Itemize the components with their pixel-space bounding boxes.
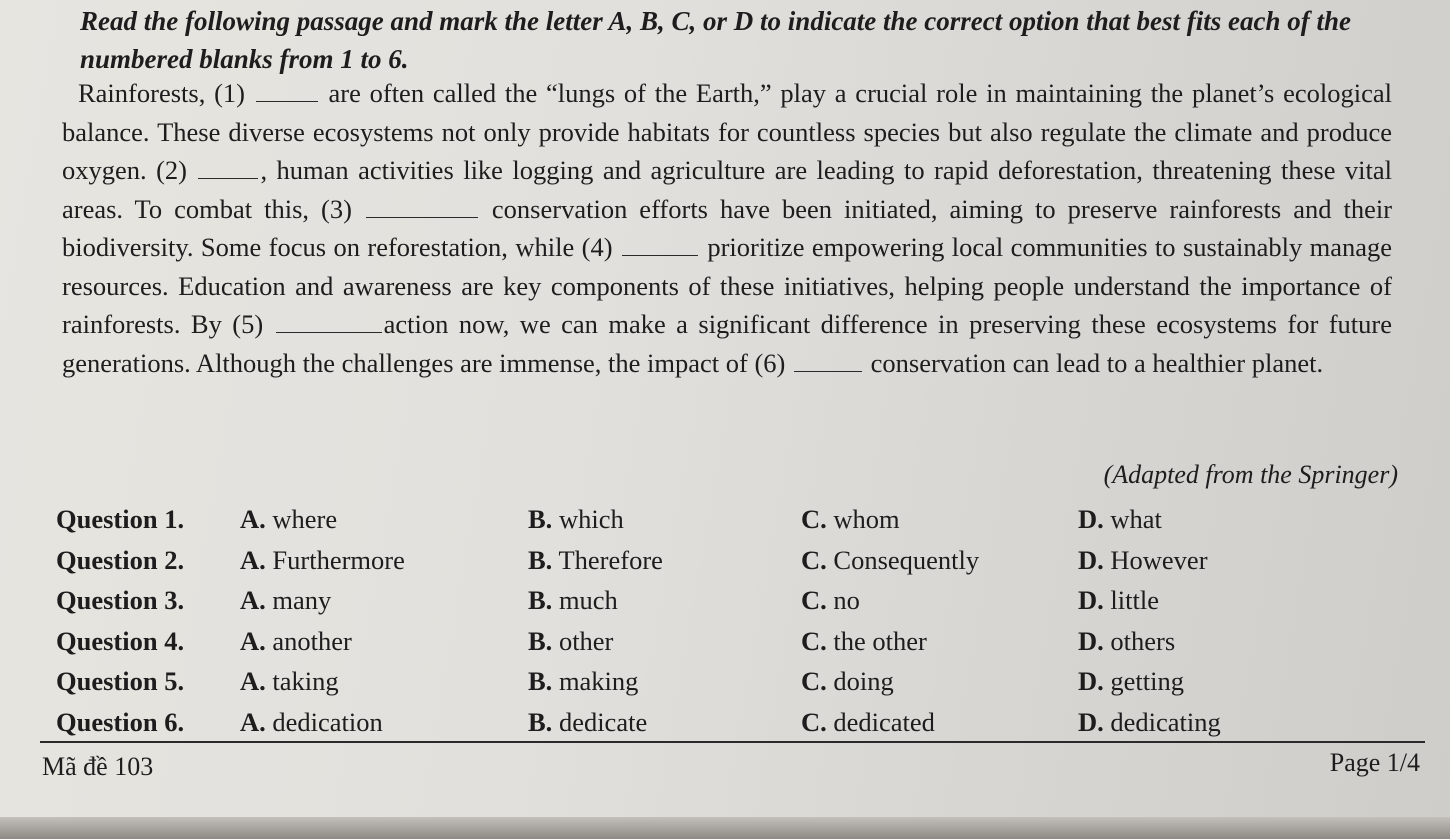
option-c[interactable] xyxy=(801,666,894,697)
question-label: Question 5. xyxy=(56,666,185,696)
option-b[interactable] xyxy=(528,626,613,657)
option-b[interactable] xyxy=(528,504,624,535)
blank-2 xyxy=(198,158,258,179)
question-label: Question 4. xyxy=(56,625,185,656)
option-b[interactable] xyxy=(528,707,647,738)
option-b[interactable] xyxy=(528,545,663,576)
option-text: making xyxy=(558,666,639,696)
page-edge-shadow xyxy=(0,817,1450,839)
option-text: little xyxy=(1110,585,1159,615)
option-text: dedicated xyxy=(833,706,935,737)
blank-6 xyxy=(794,351,862,372)
option-c[interactable] xyxy=(801,707,935,738)
passage-text-3: , human activities like logging and agriculture are leading to rapid deforestation, threatening these vital areas. To combat this, (3) xyxy=(62,155,1393,224)
option-letter: A. xyxy=(240,666,266,696)
option-text: other xyxy=(558,625,614,656)
option-text: dedicating xyxy=(1110,706,1221,737)
question-label: Question 2. xyxy=(56,544,185,575)
question-list xyxy=(48,500,1408,743)
option-text: taking xyxy=(272,666,339,696)
option-letter: B. xyxy=(528,625,553,656)
passage-text-4: conservation efforts have been initiated, aiming to preserve rainforests and their biodiversity. Some focus on reforestation, while (4) xyxy=(62,193,1393,262)
option-letter: C. xyxy=(801,625,827,656)
option-text: the other xyxy=(833,625,927,656)
option-text: However xyxy=(1110,544,1208,575)
exam-code: Mã đề 103 xyxy=(42,752,154,781)
option-text: Furthermore xyxy=(272,544,405,575)
passage-text-7: conservation can lead to a healthier planet. xyxy=(870,347,1324,378)
option-letter: A. xyxy=(240,544,266,575)
question-row xyxy=(48,622,1408,663)
passage-text-1: Rainforests, (1) xyxy=(78,78,245,108)
option-letter: A. xyxy=(240,585,266,615)
option-letter: D. xyxy=(1078,706,1104,737)
option-text: much xyxy=(558,585,618,615)
source-citation: (Adapted from the Springer) xyxy=(1103,460,1398,489)
blank-3 xyxy=(366,197,478,218)
option-letter: D. xyxy=(1078,625,1104,656)
page-number: Page 1/4 xyxy=(1329,748,1420,777)
option-letter: D. xyxy=(1078,585,1104,615)
question-label: Question 3. xyxy=(56,585,185,615)
option-d[interactable] xyxy=(1078,504,1162,535)
option-letter: B. xyxy=(528,706,553,737)
option-a[interactable] xyxy=(240,504,337,535)
footer-divider xyxy=(40,741,1425,743)
option-text: dedicate xyxy=(558,706,648,737)
blank-4 xyxy=(622,235,698,256)
option-text: which xyxy=(558,504,624,534)
option-d[interactable] xyxy=(1078,545,1208,576)
option-b[interactable] xyxy=(528,585,618,616)
option-d[interactable] xyxy=(1078,626,1175,657)
question-row xyxy=(48,500,1408,541)
option-text: what xyxy=(1110,504,1162,534)
option-d[interactable] xyxy=(1078,666,1184,697)
option-c[interactable] xyxy=(801,545,979,576)
passage-text-6: action now, we can make a significant difference in preserving these ecosystems for future generations. Although the challenges are immense, the impact of (6) xyxy=(62,309,1393,378)
option-letter: B. xyxy=(528,666,553,696)
question-row xyxy=(48,541,1408,582)
option-a[interactable] xyxy=(240,626,352,657)
option-c[interactable] xyxy=(801,504,900,535)
option-letter: C. xyxy=(801,585,827,615)
option-letter: D. xyxy=(1078,544,1104,575)
passage-text-2: are often called the “lungs of the Earth,” play a crucial role in maintaining the planet’s ecological balance. These diverse ecosystems not only provide habitats for countless species but also regulate the climate and produce oxygen. (2) xyxy=(62,78,1393,185)
question-label: Question 1. xyxy=(56,504,185,534)
option-c[interactable] xyxy=(801,585,860,616)
option-letter: C. xyxy=(801,666,827,696)
option-d[interactable] xyxy=(1078,585,1159,616)
option-letter: A. xyxy=(240,706,266,737)
option-letter: B. xyxy=(528,585,553,615)
blank-1 xyxy=(256,81,318,102)
option-a[interactable] xyxy=(240,585,331,616)
option-text: Consequently xyxy=(833,544,980,575)
blank-5 xyxy=(276,312,382,333)
option-letter: B. xyxy=(528,544,553,575)
option-letter: C. xyxy=(801,706,827,737)
passage xyxy=(62,74,1392,382)
passage-text-5: prioritize empowering local communities to sustainably manage resources. Education and awareness are key components of these initiatives, helping people understand the importance of rainforests. By (5) xyxy=(62,232,1392,339)
option-text: where xyxy=(272,504,338,534)
option-letter: C. xyxy=(801,544,827,575)
option-a[interactable] xyxy=(240,666,339,697)
option-text: whom xyxy=(833,504,900,534)
option-b[interactable] xyxy=(528,666,638,697)
option-letter: D. xyxy=(1078,504,1104,534)
option-letter: A. xyxy=(240,625,266,656)
instructions: Read the following passage and mark the letter A, B, C, or D to indicate the correct option that best fits each of the numbered blanks from 1 to 6. xyxy=(80,6,1352,74)
option-letter: A. xyxy=(240,504,266,534)
option-text: dedication xyxy=(272,706,383,737)
question-row xyxy=(48,662,1408,703)
option-c[interactable] xyxy=(801,626,927,657)
option-d[interactable] xyxy=(1078,707,1221,738)
option-letter: D. xyxy=(1078,666,1104,696)
question-row xyxy=(48,703,1408,744)
option-letter: B. xyxy=(528,504,553,534)
question-row xyxy=(48,581,1408,622)
option-a[interactable] xyxy=(240,545,405,576)
option-letter: C. xyxy=(801,504,827,534)
option-text: others xyxy=(1110,625,1176,656)
option-text: doing xyxy=(833,666,894,696)
option-text: another xyxy=(272,625,352,656)
passage-paragraph xyxy=(62,74,1392,382)
option-text: Therefore xyxy=(558,544,663,575)
option-a[interactable] xyxy=(240,707,383,738)
option-text: getting xyxy=(1110,666,1184,696)
option-text: no xyxy=(833,585,860,615)
option-text: many xyxy=(272,585,332,615)
question-label: Question 6. xyxy=(56,706,185,737)
